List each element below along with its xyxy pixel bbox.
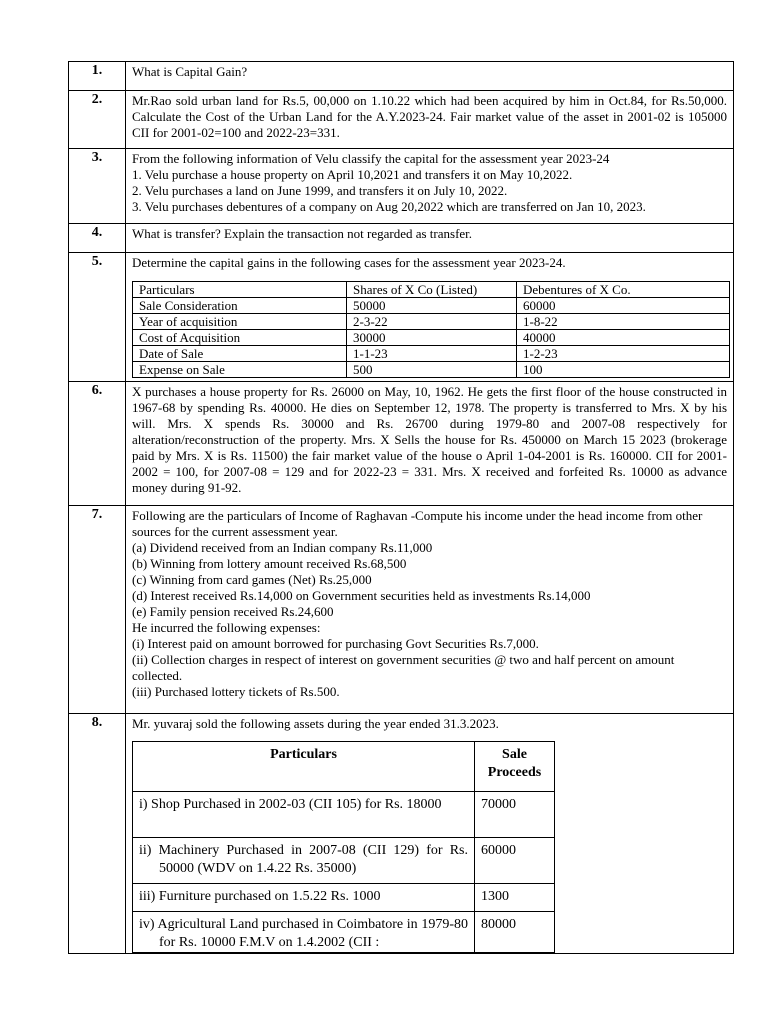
question-row-7	[69, 506, 734, 714]
question-row-3	[69, 149, 734, 224]
question-row-1	[69, 62, 734, 91]
table-cell: 60000	[475, 838, 555, 884]
question-intro: Following are the particulars of Income of Raghavan -Compute his income under the head income from other sources for the current assessment year.	[132, 508, 703, 539]
table-cell: Year of acquisition	[133, 314, 347, 330]
table-row	[133, 330, 730, 346]
table-cell: Sale Consideration	[133, 298, 347, 314]
question-number: 3.	[69, 149, 126, 224]
question-sheet	[68, 61, 734, 954]
table-header-row	[133, 282, 730, 298]
table-header-cell: Debentures of X Co.	[517, 282, 730, 298]
table-cell: 50000	[347, 298, 517, 314]
question-line: (d) Interest received Rs.14,000 on Government securities held as investments Rs.14,000	[132, 588, 591, 603]
table-cell: 40000	[517, 330, 730, 346]
table-cell: 1-1-23	[347, 346, 517, 362]
question-text: X purchases a house property for Rs. 26000 on May, 10, 1962. He gets the first floor of the house constructed in 1967-68 by spending Rs. 40000. He dies on September 12, 1978. The property is transferred to Mrs. X by his will. Mrs. X spends Rs. 30000 and Rs. 26700 during 1979-80 and 2007-08 respectively for alteration/reconstruction of the property. Mrs. X Sells the house for Rs. 450000 on March 15 2023 (brokerage paid by Mrs. X is Rs. 11500) the fair market value of the house o April 1-04-2001 is Rs. 160000. CII for 2001-2002 = 100, for 2007-08 = 129 and for 2022-23 = 331. Mrs. X received and forfeited Rs. 10000 as advance money during 91-92.	[126, 382, 734, 506]
table-row	[133, 884, 555, 912]
question-line: (e) Family pension received Rs.24,600	[132, 604, 334, 619]
table-header-row	[133, 742, 555, 792]
question-body	[126, 506, 734, 714]
question-line: (i) Interest paid on amount borrowed for purchasing Govt Securities Rs.7,000.	[132, 636, 539, 651]
capital-gains-table	[132, 281, 730, 378]
question-line: (iii) Purchased lottery tickets of Rs.500.	[132, 684, 340, 699]
table-row	[133, 838, 555, 884]
question-number: 4.	[69, 224, 126, 253]
table-row	[133, 362, 730, 378]
table-cell: ii) Machinery Purchased in 2007-08 (CII 129) for Rs. 50000 (WDV on 1.4.22 Rs. 35000)	[133, 838, 475, 884]
table-cell: 500	[347, 362, 517, 378]
question-line: (a) Dividend received from an Indian company Rs.11,000	[132, 540, 433, 555]
table-cell: 80000	[475, 912, 555, 953]
question-row-8	[69, 714, 734, 954]
question-line: (ii) Collection charges in respect of interest on government securities @ two and half percent on amount collected.	[132, 652, 675, 683]
question-row-2	[69, 91, 734, 149]
question-number: 2.	[69, 91, 126, 149]
table-cell: 100	[517, 362, 730, 378]
question-intro: From the following information of Velu classify the capital for the assessment year 2023-24	[132, 151, 610, 166]
question-text: Mr.Rao sold urban land for Rs.5, 00,000 on 1.10.22 which had been acquired by him in Oct.84, for Rs.50,000. Calculate the Cost of the Urban Land for the A.Y.2023-24. Fair market value of the asset in 2001-02 is 105000 CII for 2001-02=100 and 2022-23=331.	[126, 91, 734, 149]
question-text: What is Capital Gain?	[126, 62, 734, 91]
table-header-cell: Particulars	[133, 742, 475, 792]
table-row	[133, 298, 730, 314]
table-row	[133, 912, 555, 953]
question-text: What is transfer? Explain the transaction not regarded as transfer.	[126, 224, 734, 253]
question-line: 3. Velu purchases debentures of a company on Aug 20,2022 which are transferred on Jan 10, 2023.	[132, 199, 646, 214]
question-body	[126, 714, 734, 954]
table-cell: iv) Agricultural Land purchased in Coimbatore in 1979-80 for Rs. 10000 F.M.V on 1.4.2002 (CII :	[133, 912, 475, 953]
question-line: 1. Velu purchase a house property on April 10,2021 and transfers it on May 10,2022.	[132, 167, 573, 182]
question-intro: Mr. yuvaraj sold the following assets during the year ended 31.3.2023.	[132, 716, 499, 731]
assets-sold-table	[132, 741, 555, 953]
question-row-4	[69, 224, 734, 253]
question-row-6	[69, 382, 734, 506]
table-cell: 70000	[475, 792, 555, 838]
question-number: 5.	[69, 253, 126, 382]
question-intro: Determine the capital gains in the following cases for the assessment year 2023-24.	[132, 255, 566, 270]
table-cell: 1-8-22	[517, 314, 730, 330]
question-row-5	[69, 253, 734, 382]
table-row	[133, 346, 730, 362]
table-cell: Cost of Acquisition	[133, 330, 347, 346]
table-cell: 1300	[475, 884, 555, 912]
question-number: 7.	[69, 506, 126, 714]
questions-table	[68, 61, 734, 954]
table-row	[133, 792, 555, 838]
table-row	[133, 314, 730, 330]
question-number: 8.	[69, 714, 126, 954]
table-cell: 2-3-22	[347, 314, 517, 330]
question-line: (b) Winning from lottery amount received Rs.68,500	[132, 556, 407, 571]
question-line: He incurred the following expenses:	[132, 620, 321, 635]
question-body	[126, 149, 734, 224]
table-cell: Date of Sale	[133, 346, 347, 362]
table-cell: 60000	[517, 298, 730, 314]
question-number: 1.	[69, 62, 126, 91]
question-line: (c) Winning from card games (Net) Rs.25,000	[132, 572, 372, 587]
question-body	[126, 253, 734, 382]
table-cell: 1-2-23	[517, 346, 730, 362]
table-cell: Expense on Sale	[133, 362, 347, 378]
table-header-cell: Sale Proceeds	[475, 742, 555, 792]
table-cell: 30000	[347, 330, 517, 346]
question-line: 2. Velu purchases a land on June 1999, and transfers it on July 10, 2022.	[132, 183, 508, 198]
table-cell: iii) Furniture purchased on 1.5.22 Rs. 1000	[133, 884, 475, 912]
table-header-cell: Particulars	[133, 282, 347, 298]
table-header-cell: Shares of X Co (Listed)	[347, 282, 517, 298]
table-cell: i) Shop Purchased in 2002-03 (CII 105) for Rs. 18000	[133, 792, 475, 838]
question-number: 6.	[69, 382, 126, 506]
